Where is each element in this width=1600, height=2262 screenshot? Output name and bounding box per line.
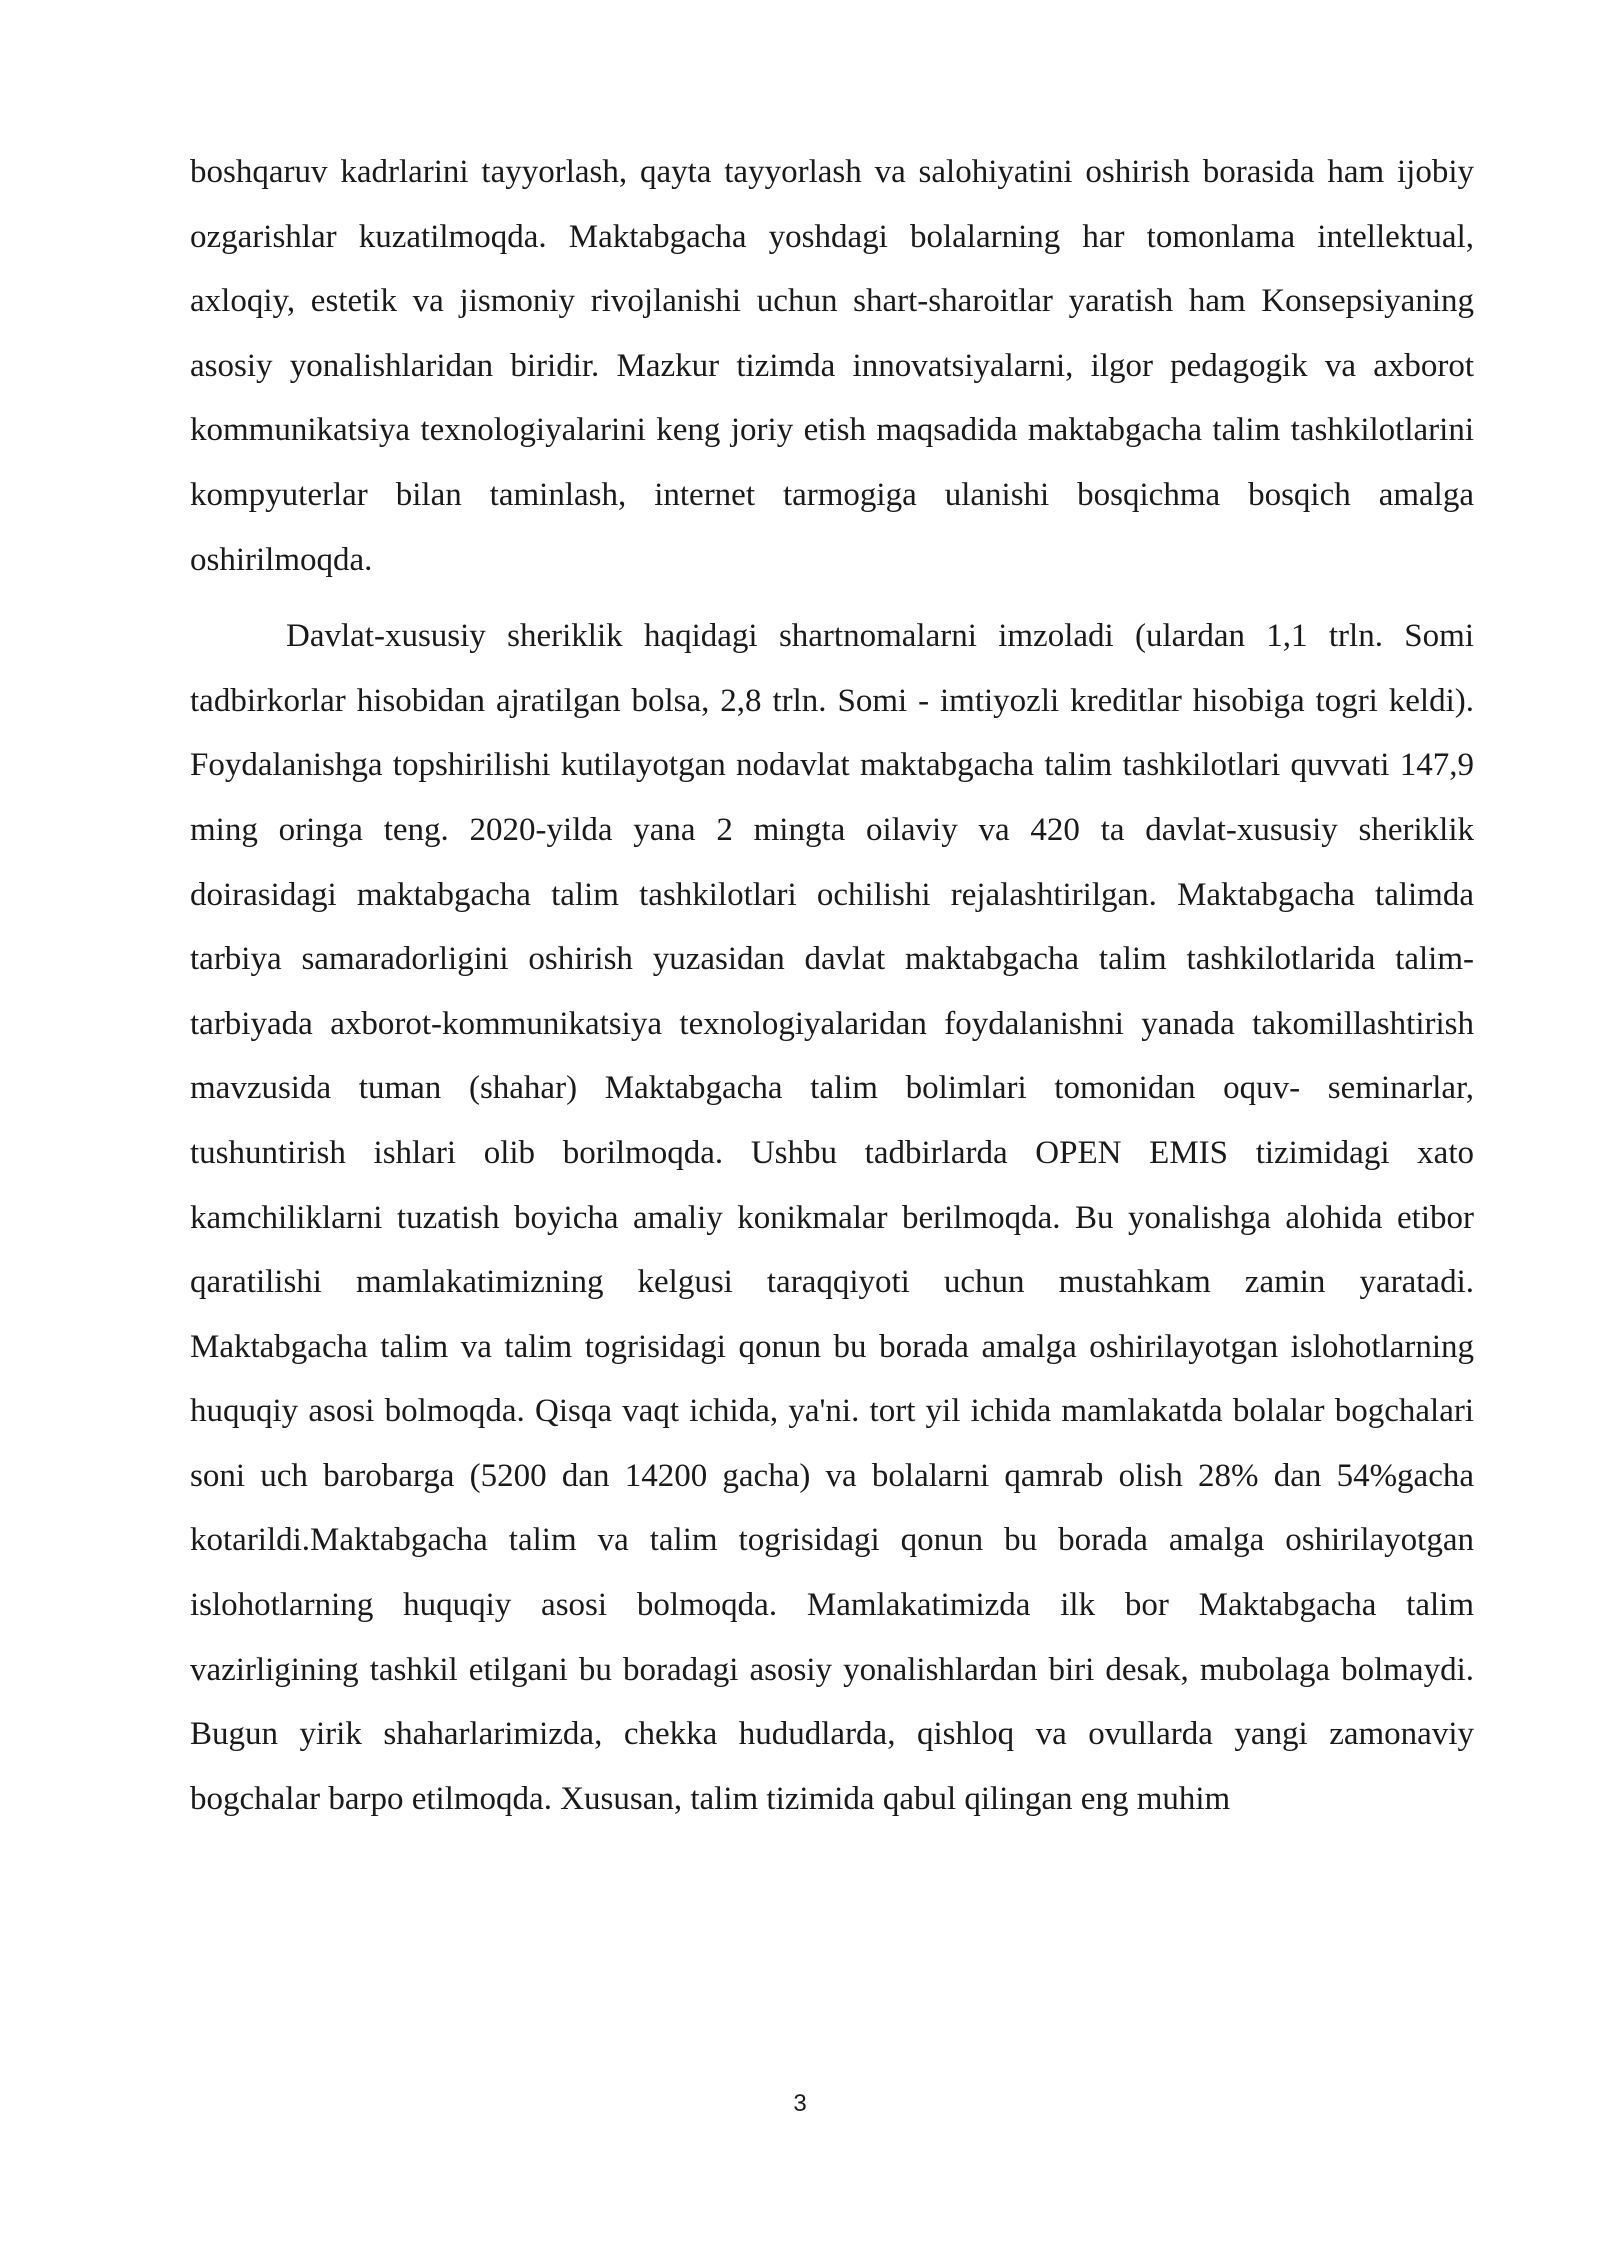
paragraph-indented: Davlat-xususiy sheriklik haqidagi shartnomalarni imzoladi (ulardan 1,1 trln. Somi tadbirkorlar hisobidan ajratilgan bolsa, 2,8 trln. Somi - imtiyozli kreditlar hisobiga togri keldi). Foydalanishga topshirilishi kutilayotgan nodavlat maktabgacha talim tashkilotlari quvvati 147,9 ming oringa teng. 2020-yilda yana 2 mingta oilaviy va 420 ta davlat-xususiy sheriklik doirasidagi maktabgacha talim tashkilotlari ochilishi rejalashtirilgan. Maktabgacha talimda tarbiya samaradorligini oshirish yuzasidan davlat maktabgacha talim tashkilotlarida talim-tarbiyada axborot-kommunikatsiya texnologiyalaridan foydalanishni yanada takomillashtirish mavzusida tuman (shahar) Maktabgacha talim bolimlari tomonidan oquv- seminarlar, tushuntirish ishlari olib borilmoqda. Ushbu tadbirlarda OPEN EMIS tizimidagi xato kamchiliklarni tuzatish boyicha amaliy konikmalar berilmoqda. Bu yonalishga alohida etibor qaratilishi mamlakatimizning kelgusi taraqqiyoti uchun mustahkam zamin yaratadi. Maktabgacha talim va talim togrisidagi qonun bu borada amalga oshirilayotgan islohotlarning huquqiy asosi bolmoqda. Qisqa vaqt ichida, ya'ni. tort yil ichida mamlakatda bolalar bogchalari soni uch barobarga (5200 dan 14200 gacha) va bolalarni qamrab olish 28% dan 54%gacha kotarildi.Maktabgacha talim va talim togrisidagi qonun bu borada amalga oshirilayotgan islohotlarning huquqiy asosi bolmoqda. Mamlakatimizda ilk bor Maktabgacha talim vazirligining tashkil etilgani bu boradagi asosiy yonalishlardan biri desak, mubolaga bolmaydi. Bugun yirik shaharlarimizda, chekka hududlarda, qishloq va ovullarda yangi zamonaviy bogchalar barpo etilmoqda. Xususan, talim tizimida qabul qilingan eng muhim — [190, 618, 1474, 1817]
page-number: 3 — [793, 2090, 807, 2117]
body-text — [190, 140, 1474, 1831]
paragraph-continued: boshqaruv kadrlarini tayyorlash, qayta tayyorlash va salohiyatini oshirish borasida ham ijobiy ozgarishlar kuzatilmoqda. Maktabgacha yoshdagi bolalarning har tomonlama intellektual, axloqiy, estetik va jismoniy rivojlanishi uchun shart-sharoitlar yaratish ham Konsepsiyaning asosiy yonalishlaridan biridir. Mazkur tizimda innovatsiyalarni, ilgor pedagogik va axborot kommunikatsiya texnologiyalarini keng joriy etish maqsadida maktabgacha talim tashkilotlarini kompyuterlar bilan taminlash, internet tarmogiga ulanishi bosqichma bosqich amalga oshirilmoqda. — [190, 154, 1474, 578]
